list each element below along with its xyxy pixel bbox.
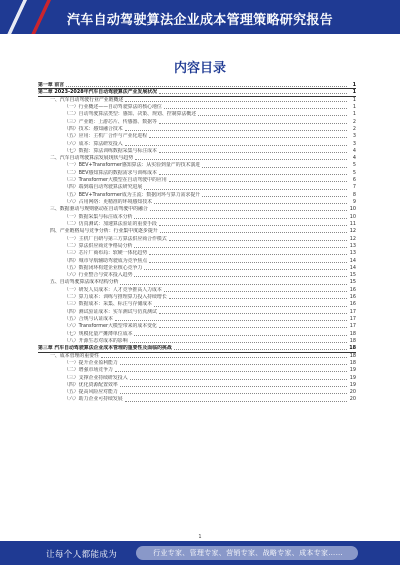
toc-entry-title: （四）优化资源配置效率: [64, 381, 118, 388]
toc-entry[interactable]: [38, 287, 356, 294]
page-number: 1: [198, 534, 202, 540]
toc-heading: 内容目录: [173, 61, 226, 76]
toc-entry-title: （二）增强市场竞争力: [64, 367, 113, 374]
toc-entry-title: （五）应用：主机厂合作与产业化进程: [64, 133, 148, 140]
toc-entry[interactable]: [38, 141, 356, 148]
toc-entry-title: （二）算力成本：训练与推理算力投入持续增长: [64, 294, 167, 301]
toc-entry-title: 五、自动驾驶算法成本结构分析: [50, 279, 119, 286]
toc-entry-page: 12: [349, 228, 356, 235]
toc-leader-dots: [125, 130, 347, 131]
toc-entry[interactable]: [38, 309, 356, 316]
toc-entry-title: （一）BEV+Transformer感知算法：从实验到量产的技术演进: [64, 162, 201, 169]
toc-entry[interactable]: [38, 250, 356, 257]
toc-entry[interactable]: [38, 338, 356, 345]
toc-leader-dots: [202, 167, 347, 168]
toc-entry-title: 三、数据驱动与规则驱动在自动驾驶中的融合: [50, 206, 148, 213]
toc-entry[interactable]: [38, 272, 356, 279]
toc-entry-page: 5: [352, 162, 356, 169]
toc-entry-title: （五）提高风险应对能力: [64, 389, 118, 396]
toc-entry-title: 一、汽车自动驾驶行业产业链概述: [50, 96, 124, 103]
toc-leader-dots: [159, 152, 347, 153]
toc-leader-dots: [125, 101, 347, 102]
toc-entry-title: （四）技术：感知融合技术: [64, 125, 123, 132]
toc-entry-title: （二）BEV感知算法的数据需求与训练成本: [64, 169, 157, 176]
toc-entry-title: （三）产业链：上游芯片、传感器、数据等: [64, 118, 157, 125]
toc-entry-title: 第三章 汽车自动驾驶算法企业成本管理的重要性及面临的挑战: [38, 345, 172, 351]
toc-entry-page: 19: [349, 381, 356, 388]
toc-entry-title: （一）研发人员成本：人才竞争推高人力成本: [64, 286, 162, 293]
toc-entry-title: 四、产业链格局与竞争分析：行业集中度逐步提升: [50, 228, 158, 235]
toc-leader-dots: [164, 291, 347, 292]
toc-leader-dots: [115, 371, 347, 372]
toc-entry[interactable]: [38, 162, 356, 169]
report-header: [0, 0, 400, 34]
toc-entry-title: （六）成本：算法研发投入: [64, 140, 123, 147]
toc-entry-page: 19: [349, 374, 356, 381]
toc-entry-title: 第二章 2023-2028年汽车自动驾驶算法产业发展状况: [38, 89, 157, 95]
toc-entry-page: 3: [352, 140, 356, 147]
toc-entry[interactable]: [38, 82, 356, 89]
toc-entry[interactable]: [38, 104, 356, 111]
toc-entry-page: 6: [352, 177, 356, 184]
toc-leader-dots: [198, 115, 347, 116]
toc-entry[interactable]: [38, 192, 356, 199]
toc-entry[interactable]: [38, 396, 356, 403]
toc-entry-title: （一）提升企业盈利能力: [64, 359, 118, 366]
toc-leader-dots: [144, 189, 347, 190]
toc-entry-page: 9: [352, 199, 356, 205]
toc-entry-title: （六）行业整合与资本投入趋势: [64, 272, 133, 279]
toc-entry-page: 10: [349, 206, 356, 213]
toc-entry-title: （七）数据：算法训练数据采集与标注成本: [64, 147, 157, 154]
toc-entry[interactable]: [38, 265, 356, 272]
toc-entry-title: （五）数据闭环构建企业核心竞争力: [64, 264, 143, 271]
toc-entry-page: 17: [349, 308, 356, 315]
toc-entry-page: 16: [349, 294, 356, 301]
toc-entry-page: 18: [349, 352, 356, 359]
toc-leader-dots: [150, 210, 347, 211]
toc-leader-dots: [134, 335, 347, 336]
toc-entry-title: 二、汽车自动驾驶算法发展现状与趋势: [50, 155, 134, 162]
toc-entry[interactable]: [38, 170, 356, 177]
toc-entry-page: 16: [349, 301, 356, 308]
toc-entry[interactable]: [38, 345, 356, 352]
toc-leader-dots: [169, 298, 347, 299]
toc-entry[interactable]: [38, 367, 356, 374]
report-title: 汽车自动驾驶算法企业成本管理策略研究报告: [66, 13, 333, 28]
toc-entry[interactable]: [38, 184, 356, 191]
toc-leader-dots: [159, 327, 347, 328]
toc-entry-page: 2: [352, 118, 356, 125]
toc-leader-dots: [101, 357, 347, 358]
toc-entry-page: 3: [352, 133, 356, 140]
toc-entry-page: 1: [352, 103, 356, 110]
toc-entry-page: 8: [352, 191, 356, 198]
toc-entry[interactable]: [38, 97, 356, 104]
toc-leader-dots: [66, 86, 347, 87]
toc-entry[interactable]: [38, 323, 356, 330]
toc-entry-page: 1: [352, 89, 356, 95]
toc-leader-dots: [134, 276, 347, 277]
toc-entry[interactable]: [38, 111, 356, 118]
toc-leader-dots: [202, 196, 347, 197]
toc-entry-page: 5: [352, 169, 356, 176]
toc-entry[interactable]: [38, 316, 356, 323]
toc-leader-dots: [159, 225, 347, 226]
toc-leader-dots: [160, 232, 347, 233]
toc-leader-dots: [120, 393, 347, 394]
toc-leader-dots: [169, 240, 347, 241]
toc-entry[interactable]: [38, 360, 356, 367]
toc-entry[interactable]: [38, 258, 356, 265]
toc-leader-dots: [120, 364, 347, 365]
toc-leader-dots: [144, 269, 347, 270]
toc-entry-page: 11: [349, 220, 356, 227]
toc-leader-dots: [149, 137, 347, 138]
toc-leader-dots: [159, 174, 347, 175]
toc-entry-title: （五）BEV+Transformer成为主流：数据闭环与算力需求提升: [64, 191, 201, 198]
toc-entry-title: （一）数据采集与标注成本分析: [64, 213, 133, 220]
toc-entry[interactable]: [38, 353, 356, 360]
toc-entry-page: 20: [349, 396, 356, 403]
toc-entry-page: 12: [349, 235, 356, 242]
toc-leader-dots: [120, 386, 347, 387]
toc-entry-page: 18: [349, 359, 356, 366]
toc-leader-dots: [174, 349, 347, 350]
toc-entry-title: （四）城市导航辅助驾驶成为竞争焦点: [64, 257, 148, 264]
toc-entry-page: 14: [349, 264, 356, 271]
toc-leader-dots: [130, 379, 347, 380]
toc-leader-dots: [154, 203, 347, 204]
toc-entry-title: 一、成本管理的重要性: [50, 352, 99, 359]
footer-slogan: 让每个人都能成为: [46, 550, 118, 560]
toc-leader-dots: [134, 247, 347, 248]
toc-leader-dots: [149, 262, 347, 263]
toc-entry-page: 1: [352, 111, 356, 118]
toc-entry-page: 17: [349, 316, 356, 322]
toc-entry-page: 2: [352, 125, 356, 132]
toc-entry-title: （七）规模化量产摊薄单位成本: [64, 330, 133, 337]
toc-entry-page: 15: [349, 279, 356, 286]
toc-entry-page: 18: [349, 330, 356, 337]
footer-pill-text: 行业专家、管理专家、营销专家、战略专家、成本专家……: [153, 549, 343, 557]
toc-entry-page: 18: [349, 345, 356, 351]
toc-entry[interactable]: [38, 133, 356, 140]
toc-leader-dots: [134, 218, 347, 219]
toc-leader-dots: [135, 159, 347, 160]
toc-entry[interactable]: [38, 119, 356, 126]
toc-entry-page: 18: [349, 337, 356, 344]
toc-leader-dots: [149, 254, 347, 255]
toc-entry-page: 7: [352, 184, 356, 191]
toc-entry[interactable]: [38, 89, 356, 96]
toc-entry[interactable]: [38, 375, 356, 382]
toc-entry-title: （三）芯片厂商布局：软硬一体化趋势: [64, 250, 148, 257]
toc-leader-dots: [164, 108, 347, 109]
toc-entry-title: （二）仿真测试：加速算法验证的重要手段: [64, 220, 157, 227]
report-footer: [0, 541, 400, 565]
toc-entry-page: 15: [349, 272, 356, 279]
toc-leader-dots: [115, 320, 347, 321]
toc-entry-page: 19: [349, 367, 356, 374]
toc-entry[interactable]: [38, 148, 356, 155]
toc-entry-title: （六）助力企业可持续发展: [64, 396, 123, 403]
toc-leader-dots: [154, 306, 347, 307]
toc-entry-title: （三）支撑企业持续研发投入: [64, 374, 128, 381]
toc-entry-page: 4: [352, 155, 356, 162]
toc-leader-dots: [120, 284, 347, 285]
toc-entry[interactable]: [38, 206, 356, 213]
table-of-contents: [38, 82, 356, 404]
toc-entry-title: （二）算法供应商竞争格局分析: [64, 242, 133, 249]
toc-entry-page: 1: [352, 96, 356, 103]
toc-entry-title: （一）主机厂自研与第三方算法供应商合作模式: [64, 235, 167, 242]
toc-entry[interactable]: [38, 177, 356, 184]
toc-entry-title: （三）Transformer大模型在自动驾驶中的应用: [64, 177, 167, 184]
toc-entry-page: 4: [352, 147, 356, 154]
toc-entry-title: （三）数据成本：采集、标注与存储成本: [64, 301, 153, 308]
toc-entry-title: （四）测试验证成本：实车测试与仿真测试: [64, 308, 157, 315]
toc-entry-page: 16: [349, 286, 356, 293]
toc-entry-title: （六）Transformer大模型带来的成本变化: [64, 323, 157, 330]
toc-entry[interactable]: [38, 214, 356, 221]
toc-entry-title: （八）开源生态对成本的影响: [64, 337, 128, 344]
toc-entry[interactable]: [38, 126, 356, 133]
toc-entry-title: （五）合规与认证成本: [64, 316, 113, 322]
toc-leader-dots: [169, 181, 347, 182]
toc-leader-dots: [130, 342, 347, 343]
toc-entry-title: （二）自动驾驶算法类型：感知、决策、规划、控制算法概述: [64, 111, 197, 118]
toc-entry[interactable]: [38, 243, 356, 250]
toc-entry-page: 14: [349, 257, 356, 264]
toc-entry[interactable]: [38, 331, 356, 338]
toc-entry-title: （四）端到端自动驾驶算法研究进展: [64, 184, 143, 191]
toc-entry[interactable]: [38, 382, 356, 389]
toc-entry-title: （六）占用网络：更精准的环境感知技术: [64, 199, 153, 205]
toc-leader-dots: [159, 93, 347, 94]
toc-leader-dots: [159, 123, 347, 124]
toc-entry-title: 第一章 前言: [38, 82, 65, 88]
toc-entry-page: 17: [349, 323, 356, 330]
toc-leader-dots: [125, 145, 347, 146]
toc-entry-page: 1: [352, 82, 356, 88]
toc-entry-page: 10: [349, 213, 356, 220]
toc-entry-page: 13: [349, 242, 356, 249]
toc-entry[interactable]: [38, 294, 356, 301]
toc-entry[interactable]: [38, 228, 356, 235]
toc-entry[interactable]: [38, 236, 356, 243]
toc-entry-page: 20: [349, 389, 356, 396]
toc-entry[interactable]: [38, 389, 356, 396]
toc-entry[interactable]: [38, 155, 356, 162]
toc-entry-page: 13: [349, 250, 356, 257]
toc-entry[interactable]: [38, 199, 356, 206]
toc-entry[interactable]: [38, 221, 356, 228]
toc-leader-dots: [125, 401, 347, 402]
toc-entry-title: （一）行业概述——自动驾驶算法的核心地位: [64, 103, 162, 110]
toc-leader-dots: [159, 313, 347, 314]
toc-entry[interactable]: [38, 279, 356, 286]
toc-entry[interactable]: [38, 301, 356, 308]
